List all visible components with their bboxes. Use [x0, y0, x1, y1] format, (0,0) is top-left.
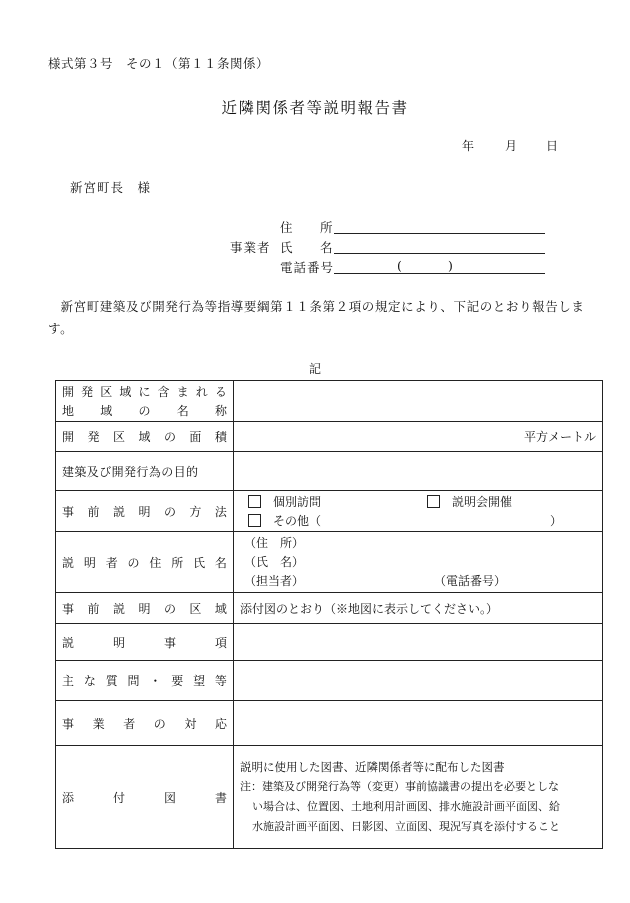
- questions-label: 主 な 質 問 ・ 要 望 等: [56, 661, 234, 701]
- checkbox-individual-visit[interactable]: [248, 495, 261, 508]
- addressee: 新宮町長 様: [70, 180, 152, 195]
- response-label: 事 業 者 の 対 応: [56, 701, 234, 746]
- attachments-description: 説明に使用した図書、近隣関係者等に配布した図書: [240, 759, 505, 774]
- explainer-label: 説 明 者 の 住 所 氏 名: [56, 532, 234, 593]
- explanation-method-value: [234, 491, 603, 532]
- ki-heading: 記: [308, 362, 321, 376]
- area-name-value[interactable]: [234, 381, 603, 422]
- applicant-label: 事業者: [230, 240, 271, 255]
- purpose-value[interactable]: [234, 452, 603, 491]
- phone-paren-close: ): [448, 258, 453, 273]
- table-row: [56, 746, 603, 849]
- explainer-phone: （電話番号）: [434, 573, 507, 588]
- name-field[interactable]: [334, 253, 545, 254]
- explainer-contact: （担当者）: [244, 573, 305, 588]
- address-label-1: 住: [280, 220, 294, 235]
- checkbox-briefing-session[interactable]: [427, 495, 440, 508]
- area-name-label-line2: 地 域 の 名 称: [62, 404, 227, 418]
- table-row: [56, 624, 603, 661]
- explanation-area-value[interactable]: 添付図のとおり（※地図に表示してください。）: [234, 593, 603, 624]
- report-table: [55, 380, 603, 849]
- area-name-label: [56, 381, 234, 422]
- option-individual-visit: 個別訪問: [273, 495, 322, 509]
- area-size-value[interactable]: [234, 422, 603, 452]
- form-number: 様式第３号 その１（第１１条関係）: [48, 56, 270, 71]
- area-size-label: 開 発 区 域 の 面 積: [56, 422, 234, 452]
- phone-paren-open: (: [397, 258, 402, 273]
- date-year-label: 年: [462, 139, 475, 153]
- response-value[interactable]: [234, 701, 603, 746]
- option-other: その他（: [273, 514, 322, 528]
- table-row: [56, 532, 603, 593]
- table-row: [56, 381, 603, 422]
- explanation-items-label: 説 明 事 項: [56, 624, 234, 661]
- option-briefing-session: 説明会開催: [452, 495, 513, 509]
- area-name-label-line1: 開 発 区 域 に 含 ま れ る: [62, 385, 227, 399]
- explanation-area-label: 事 前 説 明 の 区 域: [56, 593, 234, 624]
- table-row: [56, 661, 603, 701]
- checkbox-other[interactable]: [248, 514, 261, 527]
- questions-value[interactable]: [234, 661, 603, 701]
- report-statement: 新宮町建築及び開発行為等指導要綱第１１条第２項の規定により、下記のとおり報告します。: [48, 299, 585, 336]
- purpose-label: 建築及び開発行為の目的: [56, 452, 234, 491]
- explainer-name: （氏 名）: [244, 554, 305, 569]
- table-row: [56, 422, 603, 452]
- date-day-label: 日: [546, 139, 559, 153]
- phone-label: 電話番号: [280, 260, 335, 275]
- option-other-close: ）: [549, 514, 562, 528]
- attachments-label: 添 付 図 書: [56, 746, 234, 849]
- date-month-label: 月: [505, 139, 518, 153]
- explanation-items-value[interactable]: [234, 624, 603, 661]
- name-label-2: 名: [320, 240, 334, 255]
- attachments-note: 注：建築及び開発行為等（変更）事前協議書の提出を必要としな い場合は、位置図、土地利用計画図、排水施設計画平面図、給 水施設計画平面図、日影図、立面図、現況写真を添付すること: [240, 779, 560, 833]
- table-row: [56, 701, 603, 746]
- address-label-2: 所: [320, 220, 334, 235]
- table-row: [56, 452, 603, 491]
- table-row: [56, 593, 603, 624]
- area-unit: 平方メートル: [523, 430, 596, 444]
- explainer-value[interactable]: [234, 532, 603, 593]
- attachments-value: [234, 746, 603, 849]
- document-title: 近隣関係者等説明報告書: [221, 99, 409, 117]
- name-label-1: 氏: [280, 240, 294, 255]
- explanation-method-label: 事 前 説 明 の 方 法: [56, 491, 234, 532]
- explainer-address: （住 所）: [244, 535, 305, 550]
- phone-field[interactable]: [334, 273, 545, 274]
- address-field[interactable]: [334, 233, 545, 234]
- table-row: [56, 491, 603, 532]
